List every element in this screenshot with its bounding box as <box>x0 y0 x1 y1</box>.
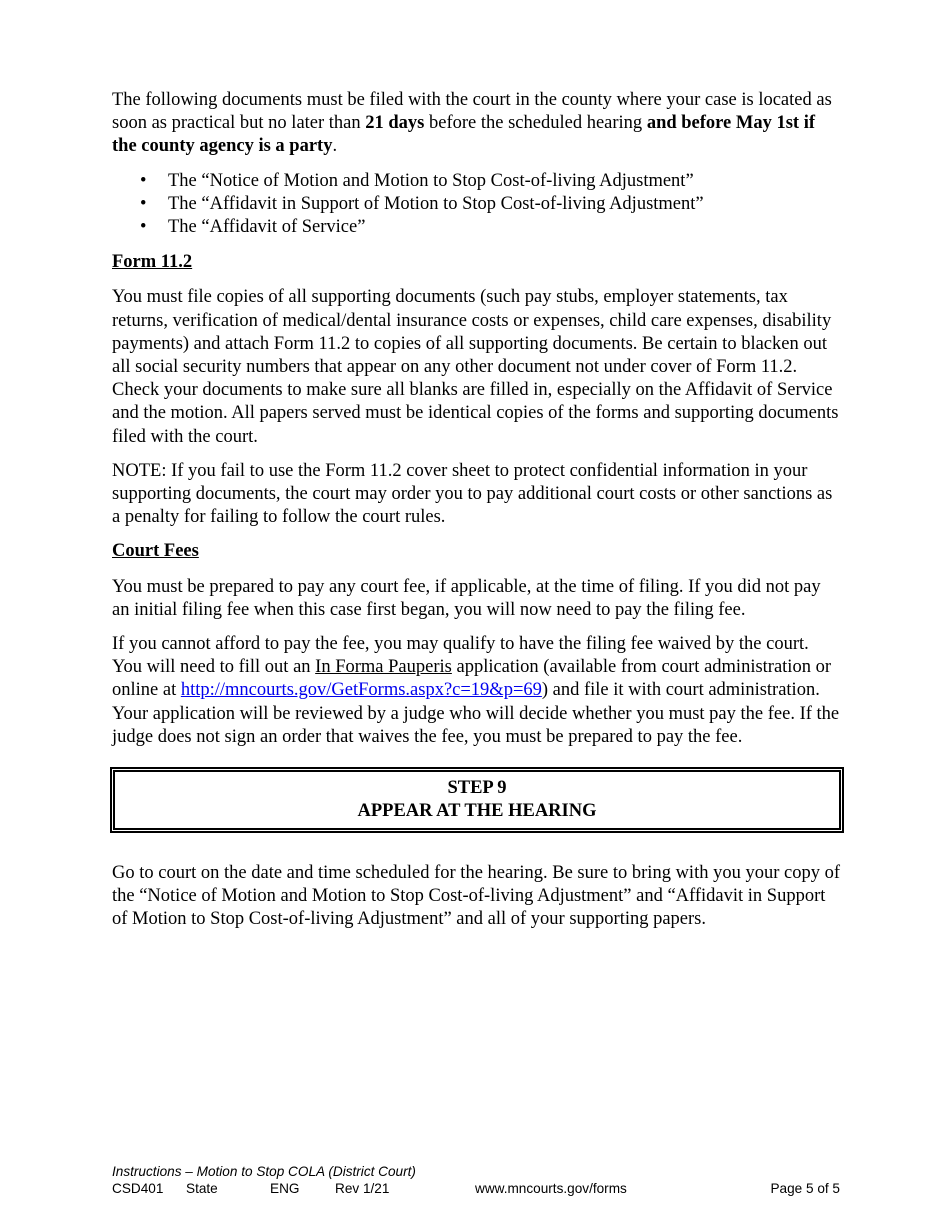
note-paragraph: NOTE: If you fail to use the Form 11.2 cover sheet to protect confidential information in your supporting documents, the court may order you to pay additional court costs or other sanctions as a penalty for failing to follow the court rules. <box>112 460 833 528</box>
step-number: STEP 9 <box>447 777 507 798</box>
footer-revision: Rev 1/21 <box>335 1181 390 1196</box>
intro-text: The following documents must be filed with the court in the county where your case is located as soon as practical but no later than <box>112 90 832 134</box>
list-item: • The “Affidavit in Support of Motion to Stop Cost-of-living Adjustment” <box>112 193 840 216</box>
footer-meta-row <box>112 1180 840 1197</box>
footer-title: Instructions – Motion to Stop COLA (District Court) <box>112 1164 416 1179</box>
footer-language: ENG <box>270 1181 300 1196</box>
list-item: • The “Notice of Motion and Motion to Stop Cost-of-living Adjustment” <box>112 170 840 193</box>
bullet-icon: • <box>140 170 147 191</box>
footer-url: www.mncourts.gov/forms <box>475 1181 627 1196</box>
footer-page-number: Page 5 of 5 <box>770 1181 840 1196</box>
intro-may-deadline: and before May 1st if the county agency is a party <box>112 113 816 157</box>
page-footer <box>112 1163 840 1197</box>
form-11-2-paragraph: You must file copies of all supporting documents (such pay stubs, employer statements, tax returns, verification of medical/dental insurance costs or expenses, child care expenses, disability payments) and attach Form 11.2 to copies of all supporting documents. Be certain to blacken out all social security numbers that appear on any other document not under cover of Form 11.2. Check your documents to make sure all blanks are filled in, especially on the Affidavit of Service and the motion. All papers served must be identical copies of the forms and supporting documents filed with the court. <box>112 287 839 447</box>
bullet-icon: • <box>140 193 147 214</box>
hearing-section <box>112 862 840 932</box>
intro-deadline-days: 21 days <box>365 113 425 134</box>
intro-text: . <box>332 136 338 157</box>
main-content <box>112 89 840 760</box>
footer-form-code: CSD401 <box>112 1181 164 1196</box>
step-title: APPEAR AT THE HEARING <box>357 801 597 821</box>
intro-paragraph <box>112 89 840 159</box>
bullet-icon: • <box>140 217 147 238</box>
form-11-2-heading: Form 11.2 <box>112 252 193 273</box>
court-fees-paragraph: You must be prepared to pay any court fee, if applicable, at the time of filing. If you did not pay an initial filing fee when this case first began, you will now need to pay the filing fee. <box>112 576 821 620</box>
get-forms-link[interactable]: http://mncourts.gov/GetForms.aspx?c=19&p=69 <box>180 680 542 701</box>
court-fees-heading: Court Fees <box>112 541 199 562</box>
intro-text: before the scheduled hearing <box>424 113 647 134</box>
footer-jurisdiction: State <box>186 1181 218 1196</box>
hearing-paragraph: Go to court on the date and time scheduled for the hearing. Be sure to bring with you your copy of the “Notice of Motion and Motion to Stop Cost-of-living Adjustment” and “Affidavit in Support of Motion to Stop Cost-of-living Adjustment” and all of your supporting papers. <box>112 863 840 930</box>
step-9-box <box>110 767 844 833</box>
list-item: • The “Affidavit of Service” <box>112 216 840 239</box>
required-documents-list <box>112 170 840 240</box>
in-forma-pauperis-term: In Forma Pauperis <box>315 657 452 678</box>
fee-waiver-paragraph: If you cannot afford to pay the fee, you may qualify to have the filing fee waived by the court. You will need to fill out an In Forma Pauperis application (available from court administration or online at http://mncourts.gov/GetForms.aspx?c=19&p=69) and file it with court administration. Your application will be reviewed by a judge who will decide whether you must pay the fee. If the judge does not sign an order that waives the fee, you must be prepared to pay the fee. <box>112 634 840 747</box>
